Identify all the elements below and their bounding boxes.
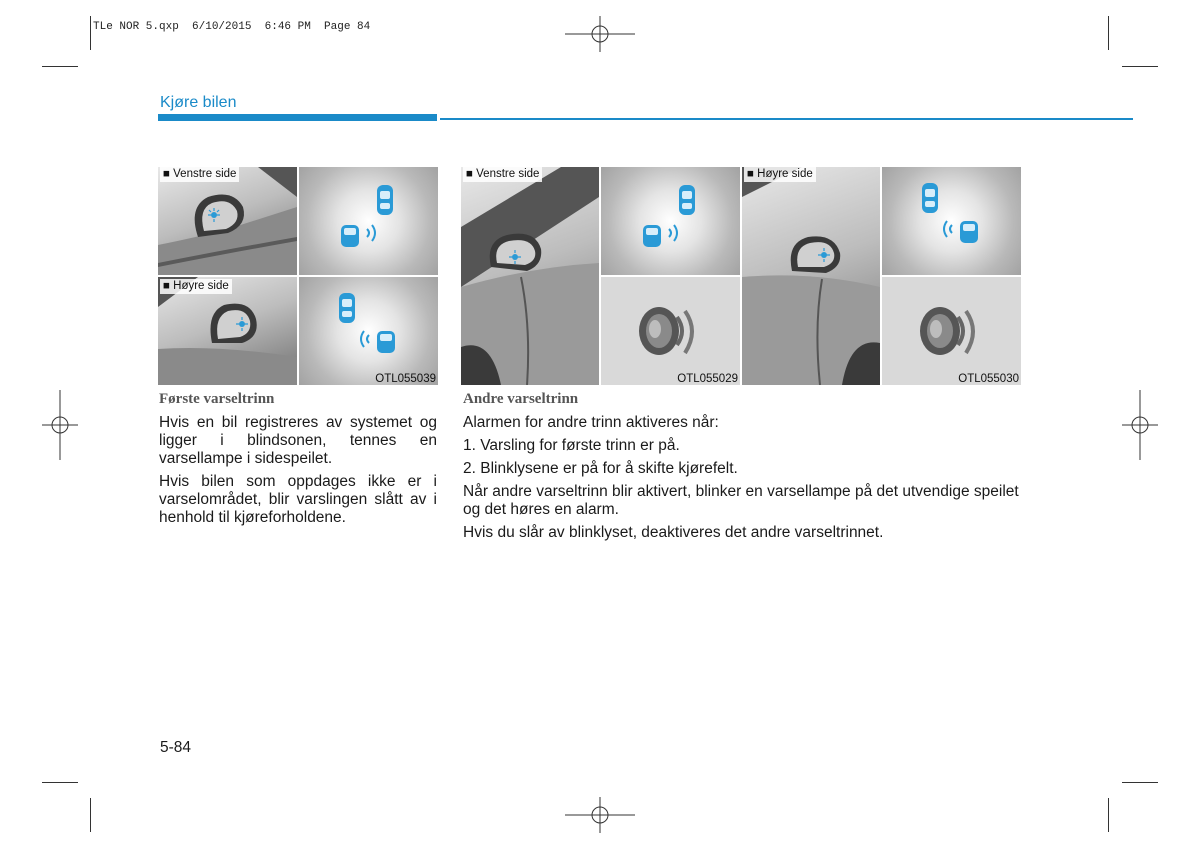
mirror-warning-icon [461, 167, 599, 385]
mirror-warning-icon [742, 167, 880, 385]
sensor-waves-icon [367, 225, 375, 241]
figure-code: OTL055029 [677, 373, 738, 385]
header-rule-thin [440, 118, 1133, 120]
sensor-waves-icon [944, 221, 952, 237]
crop-mark-icon [1122, 390, 1158, 460]
figure-code: OTL055030 [958, 373, 1019, 385]
figure-first-stage [158, 167, 438, 385]
car-top-view-icon [377, 331, 395, 353]
blindspot-diagram-left [601, 167, 740, 275]
caption-right-side: ■ Høyre side [160, 279, 232, 294]
speaker-icon [601, 277, 740, 385]
car-side-photo-right [742, 167, 880, 385]
sensor-waves-icon [361, 331, 369, 347]
blindspot-diagram-right [882, 167, 1021, 275]
car-side-photo-left [461, 167, 599, 385]
mirror-warning-icon [158, 167, 297, 275]
heading-second-stage: Andre varseltrinn [463, 391, 579, 407]
heading-first-stage: Første varseltrinn [159, 391, 275, 407]
blindspot-diagram-left [299, 167, 438, 275]
paragraph: Hvis du slår av blinklyset, deaktiveres det andre varseltrinnet. [463, 524, 884, 541]
figure-code: OTL055039 [375, 373, 436, 385]
page-number: 5-84 [160, 739, 192, 756]
figure-second-stage-right [742, 167, 1021, 385]
alarm-speaker-panel [882, 277, 1021, 385]
mirror-photo-left [158, 167, 297, 275]
car-top-view-icon [679, 185, 695, 215]
list-item: 2. Blinklysene er på for å skifte kjørefelt. [463, 460, 738, 477]
print-slug: TLe NOR 5.qxp 6/10/2015 6:46 PM Page 84 [93, 21, 371, 33]
sensor-waves-icon [669, 225, 677, 241]
blindspot-diagram-right [299, 277, 438, 385]
caption-right-side: ■ Høyre side [744, 167, 816, 182]
alarm-speaker-panel [601, 277, 740, 385]
car-top-view-icon [922, 183, 938, 213]
figure-second-stage-left [461, 167, 740, 385]
paragraph: Alarmen for andre trinn aktiveres når: [463, 414, 719, 431]
header-rule-thick [158, 114, 437, 121]
crop-mark-icon [565, 797, 635, 833]
car-top-view-icon [643, 225, 661, 247]
car-top-view-icon [960, 221, 978, 243]
speaker-icon [882, 277, 1021, 385]
list-item: 1. Varsling for første trinn er på. [463, 437, 680, 454]
car-top-view-icon [377, 185, 393, 215]
crop-mark-icon [565, 16, 635, 52]
car-top-view-icon [341, 225, 359, 247]
section-title: Kjøre bilen [160, 94, 237, 111]
paragraph: Hvis bilen som oppdages ikke er i varselområdet, blir varslingen slått av i henhold til kjøreforholdene. [159, 473, 437, 526]
paragraph: Når andre varseltrinn blir aktivert, blinker en varsellampe på det utvendige speilet og det høres en alarm. [463, 483, 1019, 518]
caption-left-side: ■ Venstre side [160, 167, 239, 182]
crop-mark-icon [42, 390, 78, 460]
caption-left-side: ■ Venstre side [463, 167, 542, 182]
paragraph: Hvis en bil registreres av systemet og ligger i blindsonen, tennes en varsellampe i sidespeilet. [159, 414, 437, 467]
car-top-view-icon [339, 293, 355, 323]
